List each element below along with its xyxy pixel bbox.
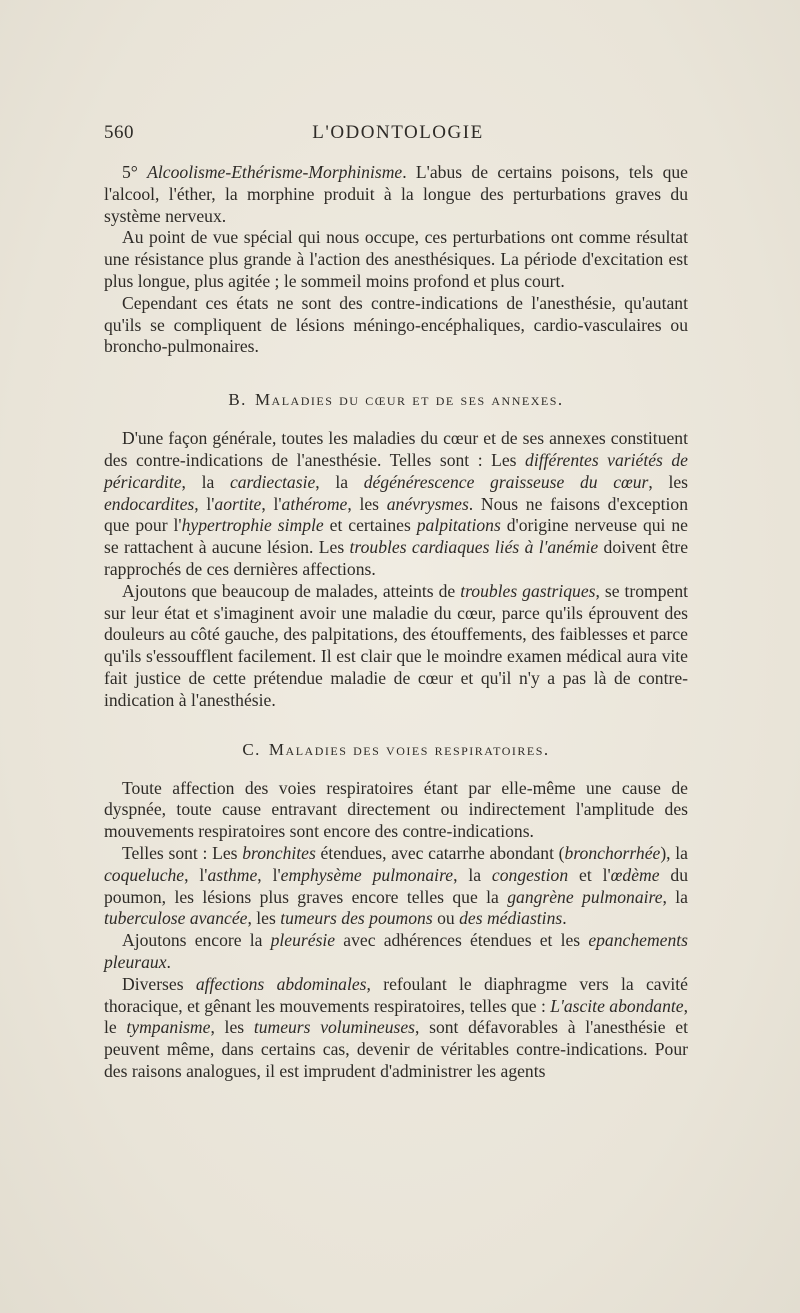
- paragraph-troubles-gastriques: Ajoutons que beaucoup de malades, atteints de troubles gastriques, se trompent sur leur état et s'imaginent avoir une maladie du cœur, parce qu'ils éprouvent des douleurs au côté gauche, des palpitations, des étouffements, des faiblesses et parce qu'ils s'essoufflent facilement. Il est clair que le moindre examen médical aura vite fait justice de cette prétendue maladie de cœur et qu'il n'y a pas là de contre-indication à l'anesthésie.: [104, 580, 689, 710]
- page-number: 560: [104, 122, 134, 143]
- paragraph-alcoolisme: [104, 162, 688, 227]
- paragraph-cependant: Cependant ces états ne sont des contre-indications de l'anesthésie, qu'autant qu'ils se compliquent de lésions méningo-encéphaliques, cardio-vasculaires ou broncho-pulmonaires.: [104, 292, 688, 357]
- item-number: 5°: [122, 162, 148, 182]
- running-title: L'ODONTOLOGIE: [312, 122, 484, 143]
- section-heading-b: [104, 390, 688, 410]
- paragraph-affections-abdominales: Diverses affections abdominales, refoulant le diaphragme vers la cavité thoracique, et gênant les mouvements respiratoires, telles que : L'ascite abondante, le tympanisme, les tumeurs volumineuses, sont défavorables à l'anesthésie et peuvent même, dans certains cas, devenir de véritables contre-indications. Pour des raisons analogues, il est imprudent d'administrer les agents: [104, 973, 688, 1081]
- section-title: Maladies du cœur et de ses annexes.: [254, 390, 564, 410]
- paragraph-affection-respiratoire: Toute affection des voies respiratoires étant par elle-même une cause de dyspnée, toute cause entravant directement ou indirectement l'amplitude des mouvements respiratoires sont encore des contre-indications.: [104, 777, 688, 842]
- page-body: [104, 162, 688, 1083]
- section-title: Maladies des voies respiratoires.: [268, 739, 550, 759]
- paragraph-point-de-vue: Au point de vue spécial qui nous occupe, ces perturbations ont comme résultat une résistance plus grande à l'action des anesthésiques. La période d'excitation est plus longue, plus agitée ; le sommeil moins profond et plus court.: [104, 227, 688, 291]
- paragraph-pleuresie: Ajoutons encore la pleurésie avec adhérences étendues et les epanchements pleuraux.: [104, 930, 688, 972]
- section-letter: C.: [242, 739, 261, 759]
- section-letter: B.: [228, 390, 247, 410]
- section-heading-c: [104, 740, 688, 760]
- paragraph-telles-sont: Telles sont : Les bronchites étendues, avec catarrhe abondant (bronchorrhée), la coqueluche, l'asthme, l'emphysème pulmonaire, la congestion et l'œdème du poumon, les lésions plus graves encore telles que la gangrène pulmonaire, la tuberculose avancée, les tumeurs des poumons ou des médiastins.: [104, 842, 688, 929]
- paragraph-maladies-coeur: D'une façon générale, toutes les maladies du cœur et de ses annexes constituent des contre-indications de l'anesthésie. Telles sont : Les différentes variétés de péricardite, la cardiectasie, la dégénérescence graisseuse du cœur, les endocardites, l'aortite, l'athérome, les anévrysmes. Nous ne faisons d'exception que pour l'hypertrophie simple et certaines palpitations d'origine nerveuse qui ne se rattachent à aucune lésion. Les troubles cardiaques liés à l'anémie doivent être rapprochés de ces dernières affections.: [104, 428, 689, 579]
- paragraph-text: . L'abus de certains poisons, tels que l'alcool, l'éther, la morphine produit à la longue des perturbations graves du système nerveux.: [104, 162, 688, 226]
- item-title: Alcoolisme-Ethérisme-Morphinisme: [147, 162, 403, 182]
- page-header: [104, 122, 692, 152]
